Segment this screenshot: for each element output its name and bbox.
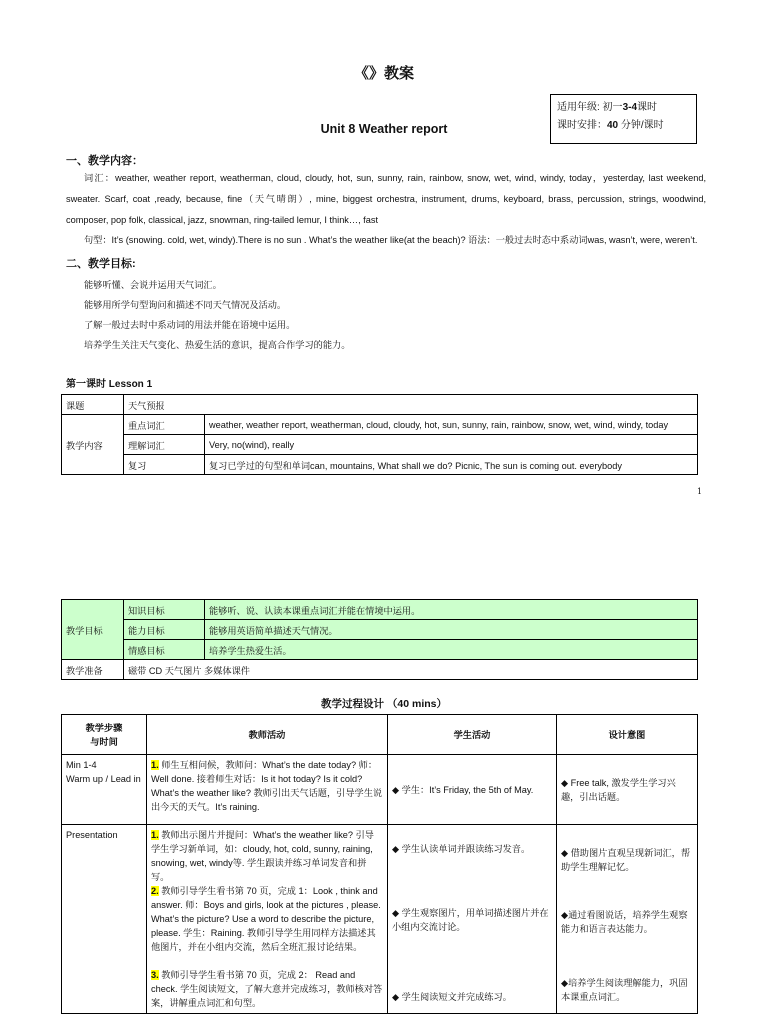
header-student: 学生活动 <box>388 715 557 755</box>
teacher-step: 3. 教师引导学生看书第 70 页，完成 2： Read and check. 学生阅读短文，了解大意并完成练习，教师核对答案，讲解重点词汇和句型。 <box>151 970 383 1008</box>
goals-label: 教学目标 <box>62 600 124 660</box>
goal-value: 能够用英语简单描述天气情况。 <box>205 620 698 640</box>
teacher-step: 2. 教师引导学生看书第 70 页，完成 1：Look , think and answer. 师：Boys and girls, look at the pictures , please. What’s the picture? Use a word to describe the picture, please. 学生：Raining. 教师引导学生用同样方法描述其他图片，并在小组内交流，然后全班汇报讨论结果。 <box>151 886 381 952</box>
content-heading: 一、教学内容： <box>66 155 143 167</box>
student-item: ◆ 学生阅读短文并完成练习。 <box>392 992 512 1002</box>
student-cell <box>388 825 557 1014</box>
goal-item: 了解一般过去时中系动词的用法并能在语境中运用。 <box>84 320 296 330</box>
page-number: 1 <box>697 487 703 496</box>
time-line: 课时安排：40 分钟/课时 <box>557 120 664 131</box>
document-title: 《》教案 <box>353 65 414 82</box>
content-label: 教学内容 <box>62 415 124 475</box>
step-cell: Min 1-4 Warm up / Lead in <box>62 755 147 825</box>
intent-item: ◆通过看图说话，培养学生观察能力和语言表达能力。 <box>561 910 688 934</box>
grade-line: 适用年级: 初一3-4课时 <box>557 102 658 113</box>
teacher-cell: 1. 师生互相问候，教师问：What’s the date today? 师：Well done. 接着师生对话：Is it hot today? Is it cold? What’s the weather like? 教师引出天气话题，引导学生说出今天的天气。It’s raining. <box>147 755 388 825</box>
row-label: 复习 <box>124 455 205 475</box>
goal-item: 培养学生关注天气变化、热爱生活的意识，提高合作学习的能力。 <box>84 340 351 350</box>
lesson1-table <box>61 394 698 475</box>
student-item: ◆ 学生观察图片，用单词描述图片并在小组内交流讨论。 <box>392 908 549 932</box>
goal-type: 能力目标 <box>124 620 205 640</box>
goal-value: 能够听、说、认读本课重点词汇并能在情境中运用。 <box>205 600 698 620</box>
student-item: ◆ 学生认读单词并跟读练习发音。 <box>392 844 531 854</box>
teacher-step: 1. 教师出示图片并提问：What’s the weather like? 引导学生学习新单词，如：cloudy, hot, cold, sunny, raining, snowing, wet, windy等. 学生跟读并练习单词发音和拼写。 <box>151 830 374 882</box>
meta-box <box>550 94 697 144</box>
vocabulary-paragraph: 词汇：weather, weather report, weatherman, cloud, cloudy, hot, sun, sunny, rain, rainbow, snow, wet, wind, windy, today，yesterday, last weekend, sweater. Scarf, coat ,ready, because, fine（天气晴朗）, mine, biggest orchestra, instrument, drums, keyboard, brass, percussion, strings, woodwind, composer, pop folk, classical, jazz, snowman, ring-tailed lemur, I think…, fast <box>66 173 706 225</box>
prep-label: 教学准备 <box>62 660 124 680</box>
goal-item: 能够听懂、会说并运用天气词汇。 <box>84 280 222 290</box>
step-cell: Presentation <box>62 825 147 1014</box>
process-table <box>61 714 698 1014</box>
sentences-paragraph: 句型：It’s (snowing. cold, wet, windy).There is no sun . What’s the weather like(at the beach)? 语法：一般过去时态中系动词was, wasn’t, were, weren’t. <box>84 235 698 245</box>
goal-type: 情感目标 <box>124 640 205 660</box>
process-title: 教学过程设计 （40 mins） <box>320 698 448 710</box>
intent-item: ◆培养学生阅读理解能力，巩固本课重点词汇。 <box>561 978 688 1002</box>
prep-value: 磁带 CD 天气图片 多媒体课件 <box>124 660 698 680</box>
intent-cell <box>557 825 698 1014</box>
intent-item: ◆ 借助图片直观呈现新词汇，帮助学生理解记忆。 <box>561 848 691 872</box>
unit-title: Unit 8 Weather report <box>320 122 448 136</box>
teacher-cell <box>147 825 388 1014</box>
header-step: 教学步骤 与时间 <box>62 715 147 755</box>
row-value: weather, weather report, weatherman, cloud, cloudy, hot, sun, sunny, rain, rainbow, snow, wet, wind, windy, today <box>205 415 698 435</box>
goal-value: 培养学生热爱生活。 <box>205 640 698 660</box>
goal-type: 知识目标 <box>124 600 205 620</box>
student-cell: ◆ 学生：It’s Friday, the 5th of May. <box>388 755 557 825</box>
lesson1-heading: 第一课时 Lesson 1 <box>66 379 153 390</box>
header-teacher: 教师活动 <box>147 715 388 755</box>
goal-item: 能够用所学句型询问和描述不同天气情况及活动。 <box>84 300 287 310</box>
row-label: 重点词汇 <box>124 415 205 435</box>
row-label: 理解词汇 <box>124 435 205 455</box>
goals-table <box>61 599 698 680</box>
topic-label: 课题 <box>62 395 124 415</box>
row-value: Very, no(wind), really <box>205 435 698 455</box>
topic-value: 天气预报 <box>124 395 698 415</box>
intent-cell: ◆ Free talk, 激发学生学习兴趣，引出话题。 <box>557 755 698 825</box>
goals-heading: 二、教学目标: <box>66 258 136 270</box>
header-intent: 设计意图 <box>557 715 698 755</box>
row-value: 复习已学过的句型和单词can, mountains, What shall we do? Picnic, The sun is coming out. everybody <box>205 455 698 475</box>
